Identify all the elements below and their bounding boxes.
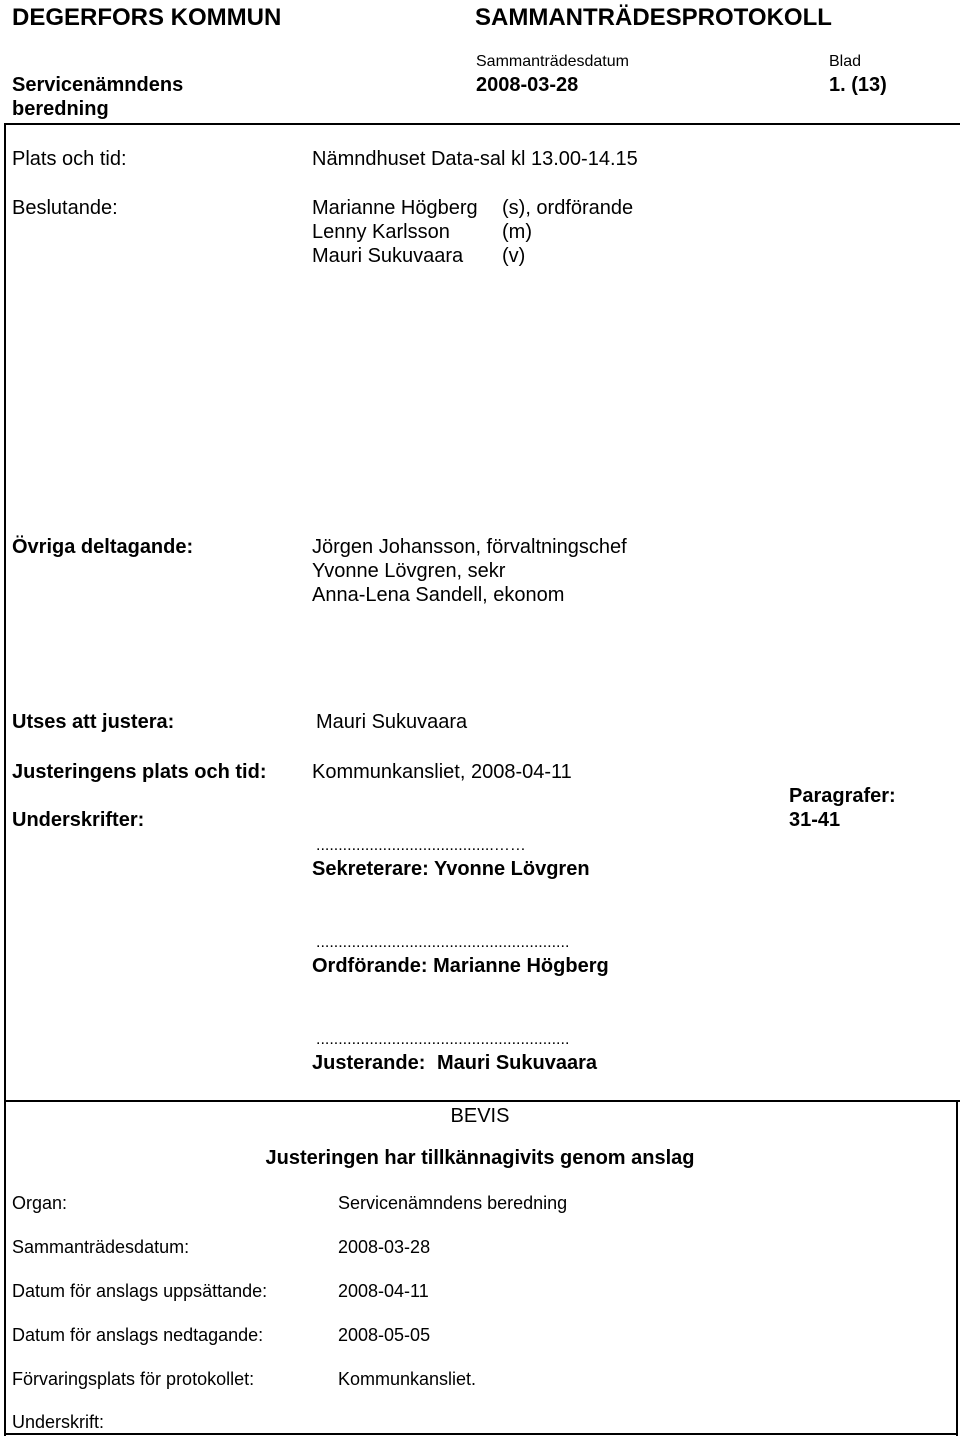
decision-maker-role: (m)	[502, 221, 532, 243]
adjuster-label: Utses att justera:	[12, 711, 175, 733]
signature-dotted-line: .........................................................	[316, 1031, 570, 1048]
adjuster-value: Mauri Sukuvaara	[316, 711, 468, 733]
place-value: Nämndhuset Data-sal kl 13.00-14.15	[312, 148, 638, 170]
adjust-place-value: Kommunkansliet, 2008-04-11	[312, 761, 572, 783]
signature-adjuster	[312, 1053, 597, 1073]
signature-role: Ordförande:	[312, 955, 428, 977]
other-participant: Jörgen Johansson, förvaltningschef	[312, 536, 627, 558]
paragraphs-value: 31-41	[789, 809, 841, 831]
decision-maker-role: (s), ordförande	[502, 197, 634, 219]
signature-name: Mauri Sukuvaara	[436, 1052, 598, 1074]
date-label: Sammanträdesdatum	[476, 53, 629, 70]
bevis-title: BEVIS	[450, 1105, 510, 1127]
decision-label: Beslutande:	[12, 197, 118, 219]
decision-maker-role: (v)	[502, 245, 526, 267]
bevis-row-label: Datum för anslags nedtagande:	[12, 1325, 264, 1345]
page-number: 1. (13)	[829, 74, 887, 96]
bevis-row-value: 2008-03-28	[338, 1237, 431, 1257]
decision-maker-name: Mauri Sukuvaara	[312, 245, 464, 267]
bevis-bottom-line	[4, 1433, 958, 1435]
org-name: DEGERFORS KOMMUN	[12, 4, 282, 31]
decision-maker-name: Marianne Högberg	[312, 197, 478, 219]
signature-role: Justerande:	[312, 1052, 426, 1074]
body-name-line2: beredning	[12, 98, 109, 120]
meeting-date: 2008-03-28	[476, 74, 579, 96]
bevis-row-value: Servicenämndens beredning	[338, 1193, 568, 1213]
left-frame-line	[4, 123, 6, 1101]
bevis-row-value: 2008-05-05	[338, 1325, 431, 1345]
place-label: Plats och tid:	[12, 148, 127, 170]
other-participant: Anna-Lena Sandell, ekonom	[312, 584, 565, 606]
bevis-row-value: Kommunkansliet.	[338, 1369, 477, 1389]
signature-name: Marianne Högberg	[433, 955, 609, 977]
bevis-row-label: Underskrift:	[12, 1412, 105, 1432]
decision-maker-name: Lenny Karlsson	[312, 221, 450, 243]
signature-chair	[312, 956, 609, 976]
bevis-row-value: 2008-04-11	[338, 1281, 429, 1301]
page-label: Blad	[829, 53, 862, 70]
signature-name: Yvonne Lövgren	[433, 858, 590, 880]
signature-dotted-line: .........................................................	[316, 934, 570, 951]
bevis-top-line	[4, 1100, 960, 1102]
others-label: Övriga deltagande:	[12, 536, 194, 558]
bevis-subtitle: Justeringen har tillkännagivits genom anslag	[265, 1147, 695, 1169]
signature-secretary	[312, 859, 590, 879]
body-name-line1: Servicenämndens	[12, 74, 184, 96]
adjust-place-label: Justeringens plats och tid:	[12, 761, 267, 783]
signatures-label: Underskrifter:	[12, 809, 145, 831]
document-type: SAMMANTRÄDESPROTOKOLL	[475, 4, 832, 31]
paragraphs-label: Paragrafer:	[789, 785, 896, 807]
other-participant: Yvonne Lövgren, sekr	[312, 560, 506, 582]
top-frame-line	[4, 123, 960, 125]
signature-role: Sekreterare:	[312, 858, 429, 880]
bevis-row-label: Organ:	[12, 1193, 68, 1213]
bevis-row-label: Sammanträdesdatum:	[12, 1237, 190, 1257]
bevis-row-label: Förvaringsplats för protokollet:	[12, 1369, 255, 1389]
bevis-row-label: Datum för anslags uppsättande:	[12, 1281, 268, 1301]
signature-dotted-line: ........................................……	[316, 837, 526, 854]
